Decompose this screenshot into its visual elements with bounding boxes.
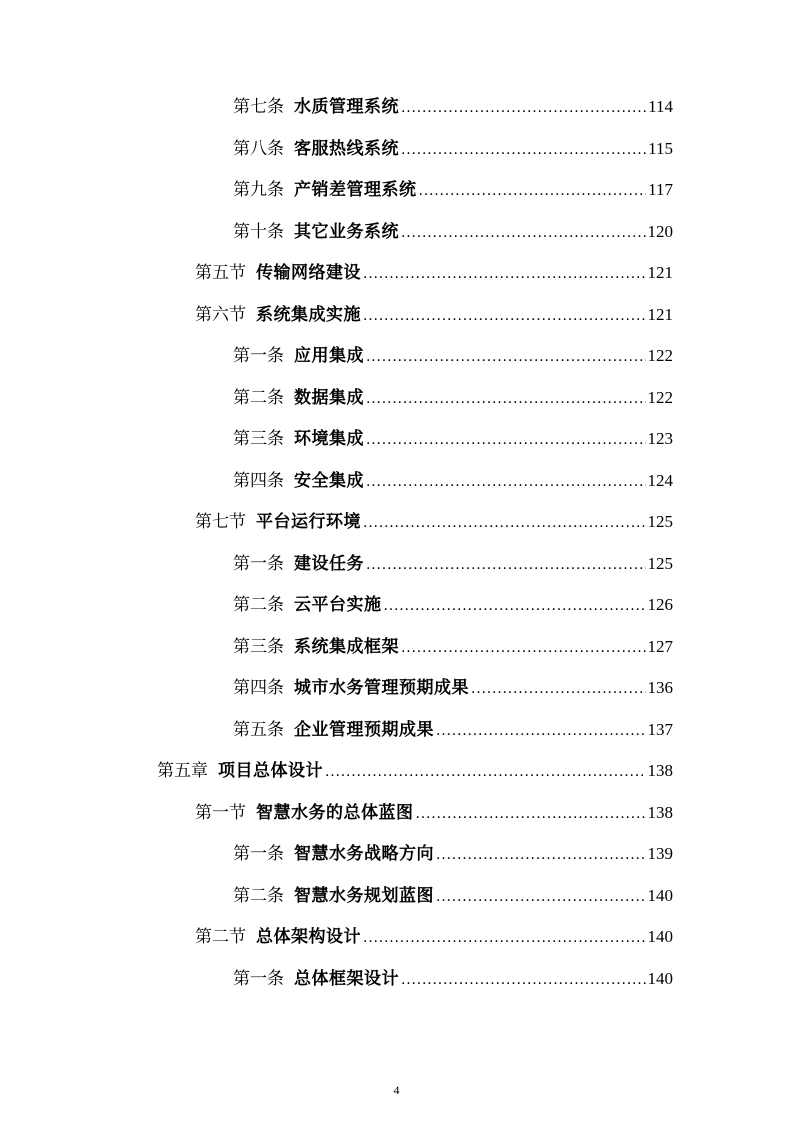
toc-entry-number: 第二节 [195, 927, 246, 947]
toc-entry[interactable] [195, 507, 673, 537]
toc-entry[interactable] [233, 839, 673, 869]
toc-entry-page: 136 [647, 678, 673, 697]
toc-entry-number: 第一节 [195, 802, 246, 823]
toc-entry[interactable] [233, 341, 673, 371]
toc-entry-title: 系统集成框架 [294, 636, 399, 657]
toc-entry-number: 第十条 [233, 221, 284, 242]
toc-entry-number: 第九条 [233, 180, 284, 200]
dot-leader [366, 384, 646, 414]
dot-leader [366, 342, 646, 372]
toc-entry[interactable] [233, 217, 673, 247]
toc-entry-title: 应用集成 [294, 346, 364, 366]
page-number: 4 [393, 1083, 400, 1097]
toc-entry-page: 126 [647, 595, 673, 614]
toc-entry[interactable] [195, 258, 673, 288]
toc-entry-title: 安全集成 [294, 470, 364, 491]
toc-entry-page: 120 [647, 221, 673, 241]
toc-entry[interactable] [233, 673, 673, 703]
toc-entry-title: 智慧水务规划蓝图 [294, 885, 434, 906]
dot-leader [366, 467, 646, 497]
toc-entry[interactable] [233, 881, 673, 911]
dot-leader [436, 840, 646, 870]
toc-entry-title: 建设任务 [294, 553, 364, 574]
dot-leader [436, 716, 646, 746]
toc-entry-number: 第四条 [233, 678, 284, 698]
toc-entry-number: 第七条 [233, 97, 284, 117]
toc-entry-page: 138 [647, 802, 673, 822]
toc-entry-number: 第一条 [233, 553, 284, 574]
toc-entry-number: 第二条 [233, 387, 284, 408]
toc-entry-page: 138 [647, 761, 673, 780]
toc-entry-title: 云平台实施 [294, 595, 382, 615]
toc-entry-number: 第七节 [195, 512, 246, 532]
dot-leader [401, 93, 646, 123]
toc-entry-title: 智慧水务战略方向 [294, 844, 434, 864]
toc-entry[interactable] [233, 92, 673, 122]
dot-leader [363, 508, 646, 538]
dot-leader [401, 633, 646, 663]
dot-leader [366, 425, 646, 455]
dot-leader [363, 259, 646, 289]
dot-leader [325, 757, 646, 787]
dot-leader [471, 674, 646, 704]
toc-entry[interactable] [233, 549, 673, 579]
toc-entry-number: 第一条 [233, 968, 284, 989]
toc-entry[interactable] [233, 134, 673, 164]
toc-entry-page: 114 [648, 97, 673, 116]
toc-entry-number: 第五节 [195, 263, 246, 283]
dot-leader [363, 923, 646, 953]
toc-entry[interactable] [195, 300, 673, 330]
toc-entry-page: 122 [647, 346, 673, 365]
toc-entry-title: 产销差管理系统 [294, 180, 417, 200]
toc-entry-number: 第六节 [195, 304, 246, 325]
toc-entry-number: 第四条 [233, 470, 284, 491]
toc-entry-page: 121 [647, 263, 673, 282]
toc-entry-number: 第八条 [233, 138, 284, 159]
toc-entry-page: 122 [647, 387, 673, 407]
toc-entry-title: 水质管理系统 [294, 97, 399, 117]
toc-entry[interactable] [233, 632, 673, 662]
toc-entry[interactable] [233, 383, 673, 413]
toc-entry-number: 第三条 [233, 429, 284, 449]
toc-entry-number: 第五条 [233, 719, 284, 740]
toc-entry-number: 第二条 [233, 595, 284, 615]
toc-entry-title: 总体架构设计 [256, 927, 361, 947]
toc-entry-title: 城市水务管理预期成果 [294, 678, 469, 698]
toc-entry-page: 140 [647, 968, 673, 988]
toc-entry-page: 117 [648, 180, 673, 199]
toc-entry-title: 传输网络建设 [256, 263, 361, 283]
toc-entry-page: 137 [647, 719, 673, 739]
toc-entry[interactable] [195, 798, 673, 828]
toc-entry-title: 项目总体设计 [218, 761, 323, 781]
dot-leader [401, 218, 646, 248]
toc-entry-title: 其它业务系统 [294, 221, 399, 242]
toc-entry-page: 124 [647, 470, 673, 490]
toc-entry-page: 140 [647, 927, 673, 946]
toc-entry-number: 第一条 [233, 346, 284, 366]
toc-entry-number: 第二条 [233, 885, 284, 906]
toc-entry[interactable] [233, 590, 673, 620]
toc-entry-title: 数据集成 [294, 387, 364, 408]
toc-entry-page: 127 [647, 636, 673, 656]
toc-entry[interactable] [233, 466, 673, 496]
toc-entry-page: 125 [647, 512, 673, 531]
toc-entry[interactable] [233, 964, 673, 994]
dot-leader [363, 301, 646, 331]
dot-leader [401, 965, 646, 995]
toc-entry-title: 平台运行环境 [256, 512, 361, 532]
toc-entry-number: 第三条 [233, 636, 284, 657]
toc-entry-title: 企业管理预期成果 [294, 719, 434, 740]
toc-entry-title: 环境集成 [294, 429, 364, 449]
toc-entry[interactable] [195, 922, 673, 952]
toc-entry[interactable] [233, 175, 673, 205]
toc-entry-page: 121 [647, 304, 673, 324]
toc-entry-title: 客服热线系统 [294, 138, 399, 159]
toc-entry[interactable] [233, 424, 673, 454]
dot-leader [416, 799, 646, 829]
toc-entry-page: 139 [647, 844, 673, 863]
toc-entry-page: 140 [647, 885, 673, 905]
dot-leader [384, 591, 646, 621]
toc-entry[interactable] [233, 715, 673, 745]
toc-entry-page: 123 [647, 429, 673, 448]
dot-leader [436, 882, 646, 912]
dot-leader [419, 176, 647, 206]
toc-entry-title: 智慧水务的总体蓝图 [256, 802, 414, 823]
toc-entry-title: 总体框架设计 [294, 968, 399, 989]
toc-entry-number: 第五章 [157, 761, 208, 781]
dot-leader [366, 550, 646, 580]
toc-entry-page: 125 [647, 553, 673, 573]
toc-entry-page: 115 [648, 138, 673, 158]
toc-entry-title: 系统集成实施 [256, 304, 361, 325]
toc-entry-number: 第一条 [233, 844, 284, 864]
toc-entry[interactable] [157, 756, 673, 786]
dot-leader [401, 135, 646, 165]
